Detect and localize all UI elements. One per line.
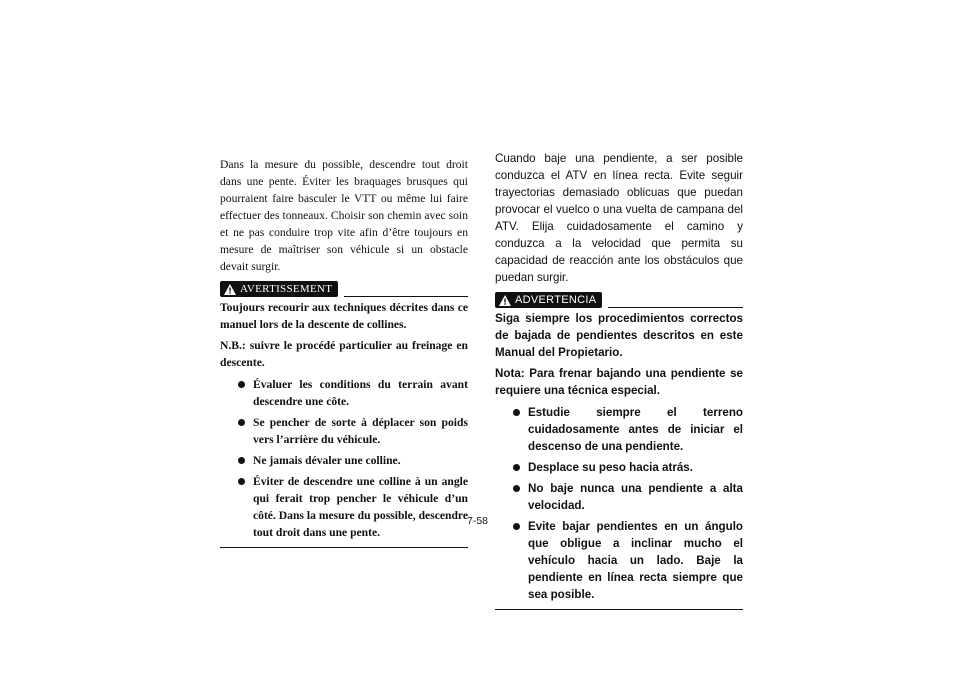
bullet-icon [513,523,520,530]
spanish-intro-paragraph: Cuando baje una pendiente, a ser posible conduzca el ATV en línea recta. Evite seguir trayectorias demasiado oblicuas que puedan provocar el vuelco o una vuelta de campana del ATV. Elija cuidadosamente el camino y conduzca a la velocidad que permita su capacidad de reacción ante los obstáculos que puedan surgir. [495,152,743,284]
bullet-icon [513,409,520,416]
french-warning-rule [344,296,468,297]
list-item: Éviter de descendre une colline à un angle qui ferait trop pencher le véhicule d’un côté. Dans la mesure du possible, descendre tout droit dans une pente. [220,473,468,541]
list-item: Ne jamais dévaler une colline. [220,452,468,469]
bullet-icon [513,485,520,492]
spanish-bullet-list [495,404,743,603]
french-bullet-list [220,376,468,541]
spanish-warning-badge [495,292,602,308]
list-item: Desplace su peso hacia atrás. [495,459,743,476]
french-warning-end-rule [220,547,468,548]
french-warning-header [220,281,468,297]
french-column [220,150,468,548]
list-item: Estudie siempre el terreno cuidadosamente antes de iniciar el descenso de una pendiente. [495,404,743,455]
spanish-warning-label: ADVERTENCIA [515,293,597,306]
spanish-warning-header [495,292,743,308]
spanish-warning-end-rule [495,609,743,610]
french-warning-label: AVERTISSEMENT [240,282,333,295]
bullet-icon [238,457,245,464]
bullet-icon [238,419,245,426]
bullet-icon [513,464,520,471]
french-note: N.B.: suivre le procédé particulier au freinage en descente. [220,339,468,369]
spanish-warning-text: Siga siempre los procedimientos correctos de bajada de pendientes descritos en este Manual del Propietario. [495,312,743,359]
bullet-icon [238,478,245,485]
bullet-icon [238,381,245,388]
list-item: No baje nunca una pendiente a alta velocidad. [495,480,743,514]
french-intro-paragraph: Dans la mesure du possible, descendre tout droit dans une pente. Éviter les braquages brusques qui pourraient faire basculer le VTT ou même lui faire effectuer des tonneaux. Choisir son chemin avec soin et ne pas conduire trop vite afin d’être toujours en mesure de maîtriser son véhicule si un obstacle devait surgir. [220,158,468,273]
list-item: Evite bajar pendientes en un ángulo que obligue a inclinar mucho el vehículo hacia un lado. Baje la pendiente en línea recta siempre que sea posible. [495,518,743,603]
page-number: 7-58 [467,515,489,527]
warning-triangle-icon [224,284,236,295]
spanish-warning-rule [608,307,743,308]
warning-triangle-icon [499,295,511,306]
spanish-note: Nota: Para frenar bajando una pendiente se requiere una técnica especial. [495,367,743,397]
french-warning-badge [220,281,338,297]
french-warning-text: Toujours recourir aux techniques décrites dans ce manuel lors de la descente de collines. [220,301,468,331]
list-item: Se pencher de sorte à déplacer son poids vers l’arrière du véhicule. [220,414,468,448]
list-item: Évaluer les conditions du terrain avant descendre une côte. [220,376,468,410]
spanish-column [495,150,743,610]
